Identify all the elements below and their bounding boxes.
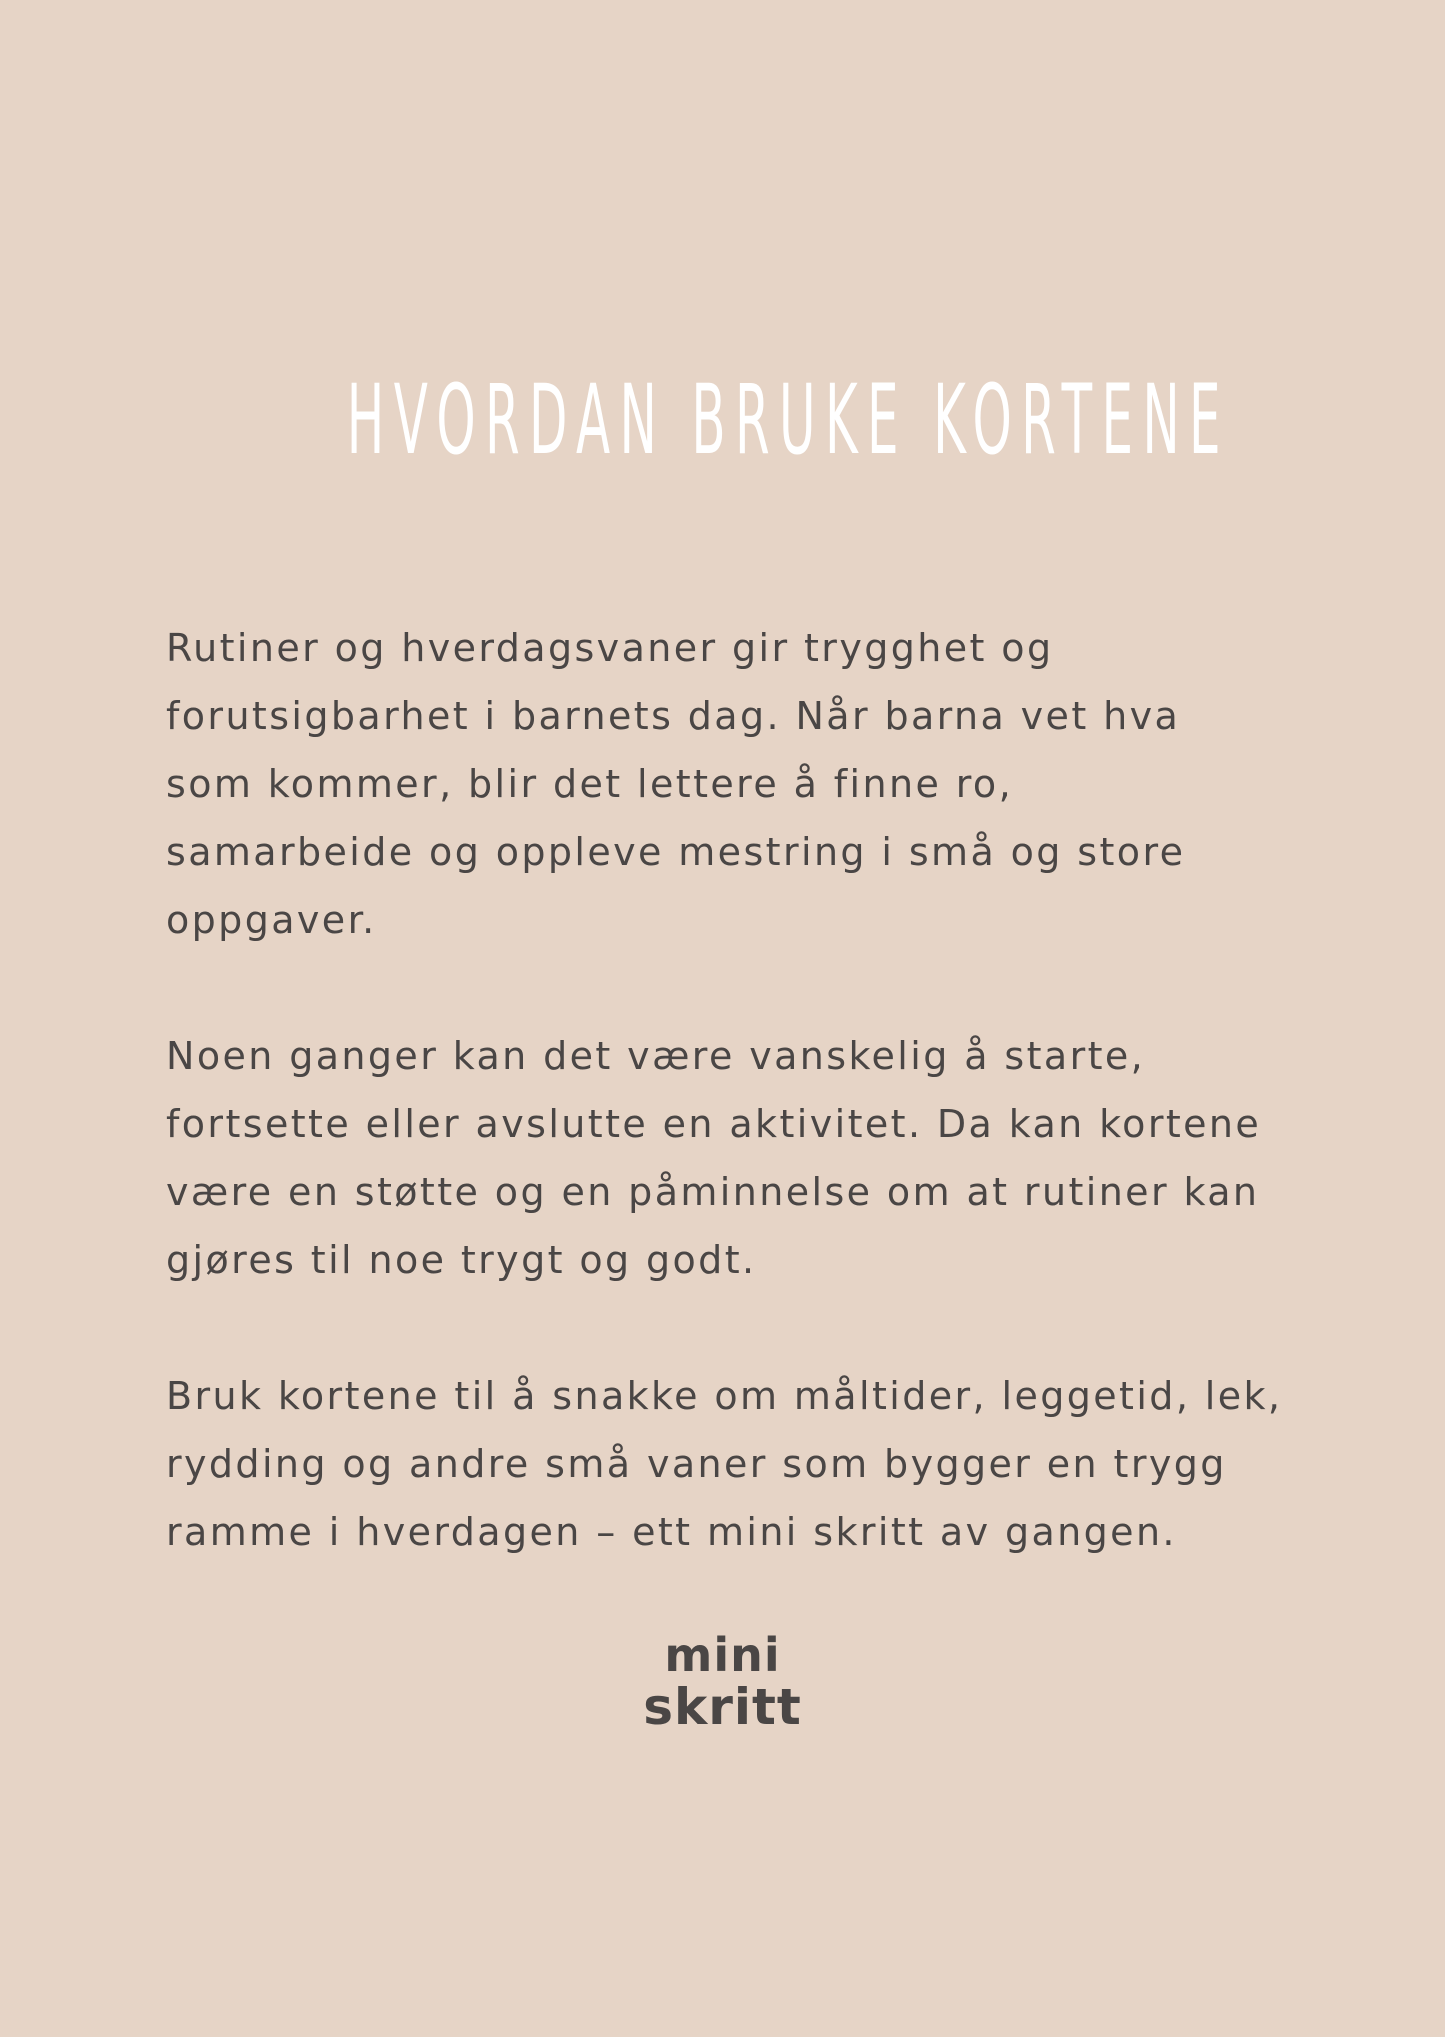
logo-word-mini: mini <box>664 1628 781 1682</box>
paragraph-3 <box>166 1362 1306 1566</box>
paragraph-line: samarbeide og oppleve mestring i små og store <box>166 830 1186 874</box>
brand-logo <box>0 1628 1445 1736</box>
paragraph-line: gjøres til noe trygt og godt. <box>166 1238 757 1282</box>
paragraph-line: som kommer, blir det lettere å finne ro, <box>166 762 1014 806</box>
paragraph-line: Bruk kortene til å snakke om måltider, leggetid, lek, <box>166 1374 1283 1418</box>
paragraph-2 <box>166 1022 1306 1294</box>
paragraph-line: oppgaver. <box>166 898 377 942</box>
page-title: HVORDAN BRUKE KORTENE <box>346 364 1230 476</box>
paragraph-line: Noen ganger kan det være vanskelig å starte, <box>166 1034 1146 1078</box>
paragraph-line: være en støtte og en påminnelse om at rutiner kan <box>166 1170 1260 1214</box>
paragraph-line: ramme i hverdagen – ett mini skritt av gangen. <box>166 1510 1177 1554</box>
body-text <box>166 614 1306 1634</box>
paragraph-line: rydding og andre små vaner som bygger en trygg <box>166 1442 1227 1486</box>
paragraph-line: Rutiner og hverdagsvaner gir trygghet og <box>166 626 1054 670</box>
paragraph-1 <box>166 614 1306 954</box>
paragraph-line: fortsette eller avslutte en aktivitet. Da kan kortene <box>166 1102 1262 1146</box>
paragraph-line: forutsigbarhet i barnets dag. Når barna vet hva <box>166 694 1181 738</box>
logo-word-skritt: skritt <box>643 1678 802 1736</box>
